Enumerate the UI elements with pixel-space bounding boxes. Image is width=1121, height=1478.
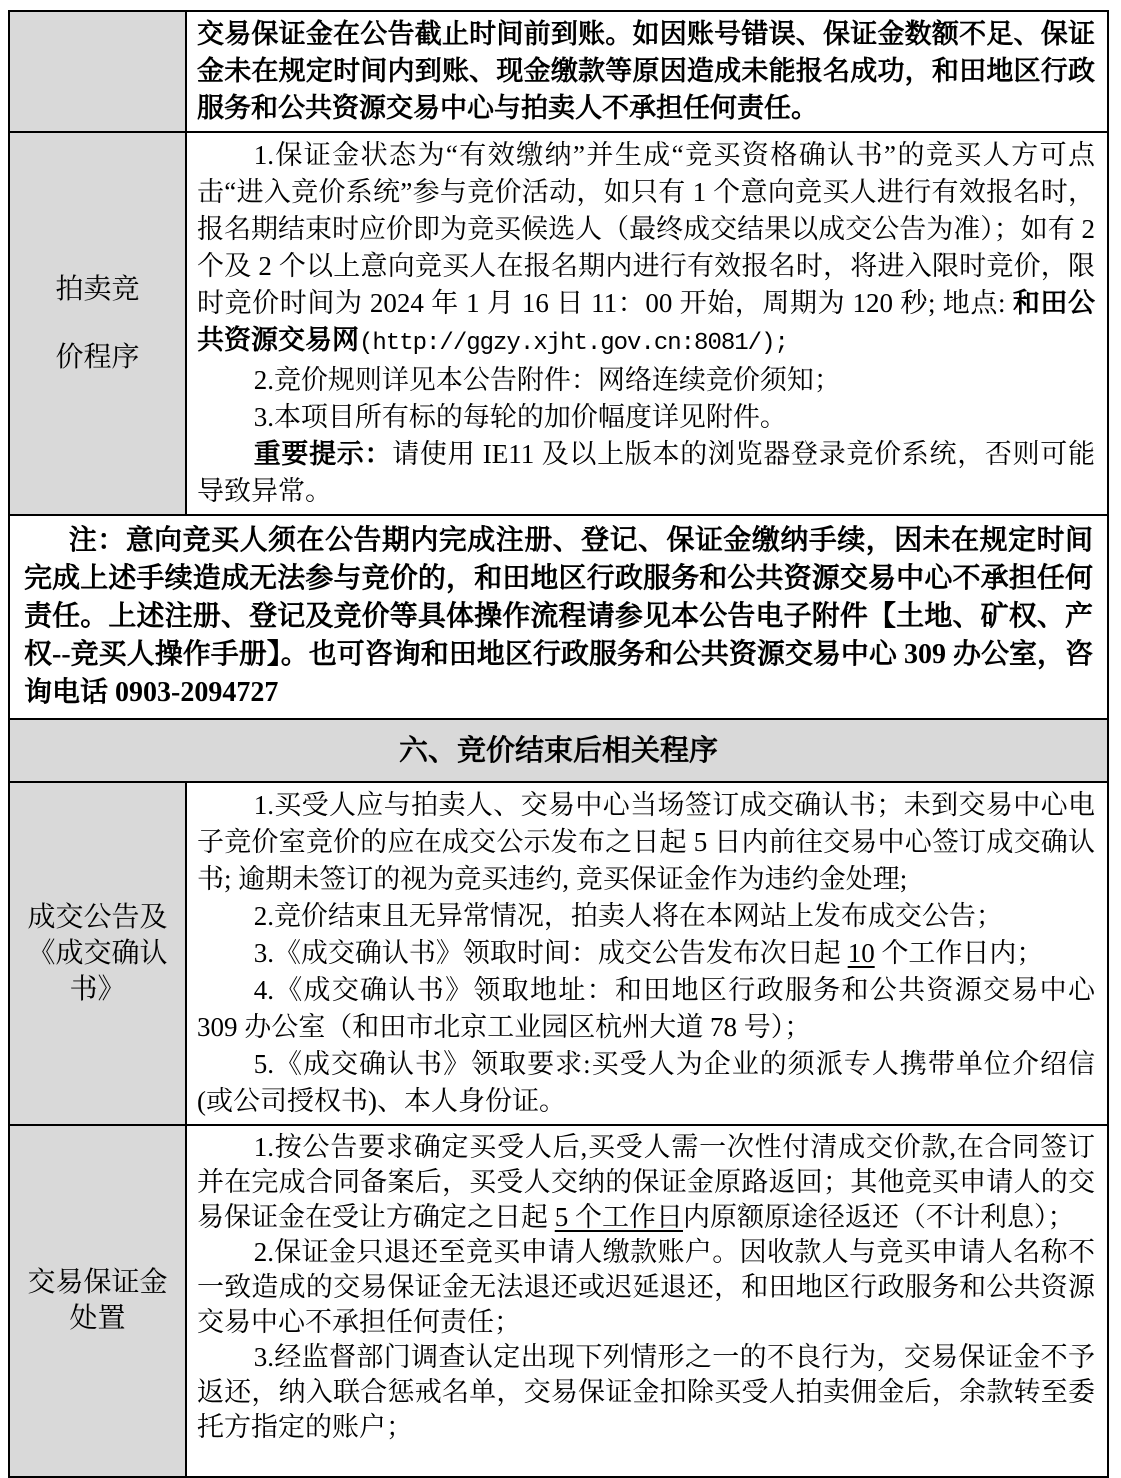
row-label <box>10 783 187 1124</box>
row-label-line: 书》 <box>69 973 126 1005</box>
table-row <box>10 133 1107 516</box>
text-run: 10 <box>847 938 875 968</box>
text-run: 注：意向竞买人须在公告期内完成注册、登记、保证金缴纳手续，因未在规定时间完成上述手续造成无法参与竞价的，和田地区行政服务和公共资源交易中心不承担任何责任。上述注册、登记及竞价等具体操作流程请参见本公告电子附件【土地、矿权、产权--竞买人操作手册】。也可咨询和田地区行政服务和公共资源交易中心 309 办公室，咨询电话 0903-2094727 <box>24 525 1093 708</box>
table-row <box>10 1126 1107 1476</box>
paragraph <box>24 522 1093 712</box>
paragraph <box>399 732 718 770</box>
paragraph <box>197 1130 1095 1235</box>
row-label-line: 价程序 <box>55 341 140 373</box>
table-row <box>10 516 1107 720</box>
paragraph <box>197 399 1095 436</box>
paragraph <box>197 935 1095 972</box>
text-run: 5.《成交确认书》领取要求:买受人为企业的须派专人携带单位介绍信(或公司授权书)、本人身份证。 <box>197 1049 1095 1116</box>
paragraph <box>197 436 1095 510</box>
row-label <box>10 133 187 514</box>
text-run: 3.本项目所有标的每轮的加价幅度详见附件。 <box>253 402 787 432</box>
text-run: 2.竞价规则详见本公告附件：网络连续竞价须知； <box>253 365 841 395</box>
text-run: 5 个工作日 <box>554 1202 683 1232</box>
text-run: 和田公共资源交易网 <box>197 288 1095 355</box>
row-label-line: 处置 <box>69 1303 126 1334</box>
text-run: 1.买受人应与拍卖人、交易中心当场签订成交确认书；未到交易中心电子竞价室竞价的应在成交公示发布之日起 5 日内前往交易中心签订成交确认书; 逾期未签订的视为竞买违约, 竞买保证金作为违约金处理; <box>197 790 1095 894</box>
text-run: (http://ggzy.xjht.gov.cn:8081/); <box>359 330 788 357</box>
row-label <box>10 12 187 131</box>
row-label-line: 《成交确认 <box>27 937 168 969</box>
text-run: 2.保证金只退还至竞买申请人缴款账户。因收款人与竞买申请人名称不一致造成的交易保证金无法退还或迟延退还，和田地区行政服务和公共资源交易中心不承担任何责任； <box>197 1237 1095 1337</box>
paragraph <box>197 362 1095 399</box>
text-run: 内原额原途径返还（不计利息）； <box>683 1202 1075 1232</box>
paragraph <box>197 1340 1095 1445</box>
row-content <box>187 1126 1107 1476</box>
text-run: 3.《成交确认书》领取时间：成交公告发布次日起 <box>253 938 848 968</box>
row-content <box>187 133 1107 514</box>
paragraph <box>197 787 1095 898</box>
text-run: 个工作日内； <box>874 938 1044 968</box>
text-run: 4.《成交确认书》领取地址：和田地区行政服务和公共资源交易中心 309 办公室（和田市北京工业园区杭州大道 78 号）； <box>197 975 1095 1042</box>
text-run: 请使用 IE11 及以上版本的浏览器登录竞价系统，否则可能导致异常。 <box>197 439 1096 506</box>
text-run: 重要提示： <box>253 439 393 469</box>
text-run: 交易保证金在公告截止时间前到账。如因账号错误、保证金数额不足、保证金未在规定时间内到账、现金缴款等原因造成未能报名成功，和田地区行政服务和公共资源交易中心与拍卖人不承担任何责任。 <box>197 19 1095 123</box>
text-run: 2.竞价结束且无异常情况，拍卖人将在本网站上发布成交公告； <box>253 901 1003 931</box>
row-content <box>187 783 1107 1124</box>
row-content <box>187 12 1107 131</box>
table-row <box>10 783 1107 1126</box>
note-cell <box>10 516 1107 718</box>
table-row <box>10 12 1107 133</box>
paragraph <box>197 1235 1095 1340</box>
paragraph <box>197 1046 1095 1120</box>
text-run: 3.经监督部门调查认定出现下列情形之一的不良行为，交易保证金不予返还，纳入联合惩戒名单，交易保证金扣除买受人拍卖佣金后，余款转至委托方指定的账户； <box>197 1342 1095 1442</box>
paragraph <box>197 898 1095 935</box>
paragraph <box>197 972 1095 1046</box>
text-run: 六、竞价结束后相关程序 <box>398 734 718 767</box>
paragraph <box>197 16 1095 127</box>
text-run: 1.按公告要求确定买受人后,买受人需一次性付清成交价款,在合同签订并在完成合同备案后，买受人交纳的保证金原路返回；其他竞买申请人的交易保证金在受让方确定之日起 <box>197 1132 1095 1232</box>
row-label <box>10 1126 187 1476</box>
row-label-line: 拍卖竞 <box>55 273 140 305</box>
row-label-line: 交易保证金 <box>27 1267 168 1298</box>
section-header <box>10 720 1107 781</box>
table-row <box>10 720 1107 783</box>
text-run: 1.保证金状态为“有效缴纳”并生成“竞买资格确认书”的竞买人方可点击“进入竞价系统”参与竞价活动，如只有 1 个意向竞买人进行有效报名时，报名期结束时应价即为竞买候选人（最终成交结果以成交公告为准）；如有 2 个及 2 个以上意向竞买人在报名期内进行有效报名时，将进入限时竞价，限时竞价时间为 2024 年 1 月 16 日 11：00 开始，周期为 120 秒; 地点: <box>197 140 1095 318</box>
announcement-table <box>8 10 1109 1478</box>
paragraph <box>197 137 1095 362</box>
row-label-line: 成交公告及 <box>27 901 168 933</box>
